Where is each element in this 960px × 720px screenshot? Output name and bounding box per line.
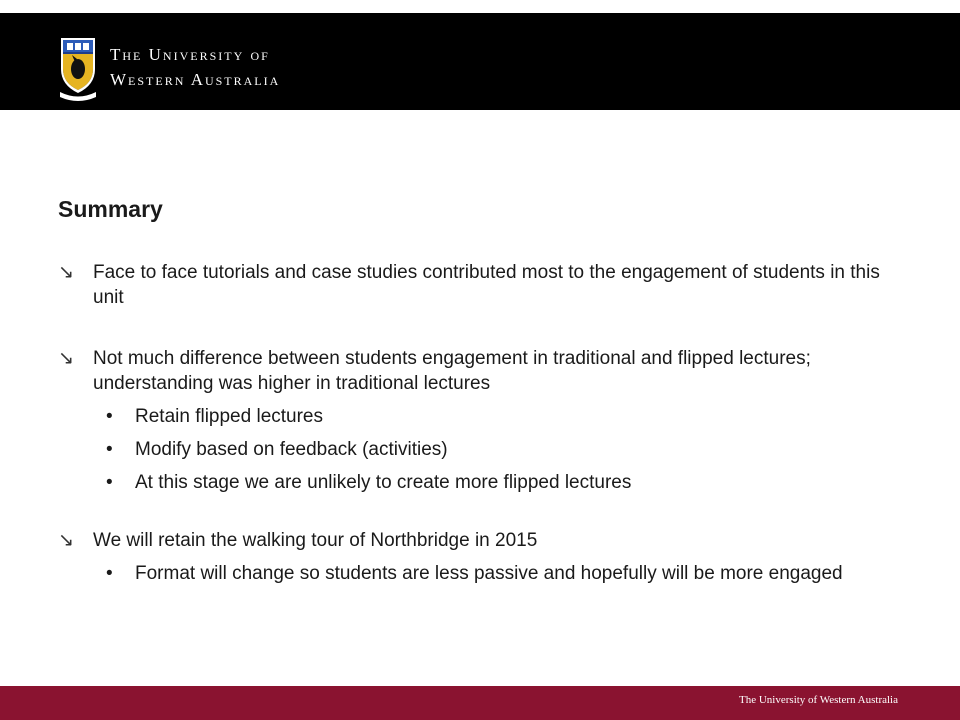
point-text: Not much difference between students engagement in traditional and flipped lectures; understanding was higher in traditional lectures — [93, 348, 811, 394]
subpoint-text: Modify based on feedback (activities) — [135, 439, 448, 460]
slide-content — [58, 260, 903, 586]
point-text: Face to face tutorials and case studies contributed most to the engagement of students in this unit — [93, 262, 880, 308]
point-2 — [58, 346, 903, 396]
logo-line-2: Western Australia — [110, 70, 281, 89]
point-1 — [58, 260, 903, 310]
subpoint-text: Retain flipped lectures — [135, 406, 323, 427]
subpoint-text: At this stage we are unlikely to create more flipped lectures — [135, 472, 632, 493]
footer-bar — [0, 686, 960, 720]
arrow-bullet-icon: ↘ — [58, 262, 74, 283]
uwa-crest-icon — [58, 35, 98, 103]
bullet-dot-icon: • — [106, 472, 113, 493]
point-3 — [58, 528, 903, 553]
subpoint — [58, 470, 903, 495]
subpoint-text: Format will change so students are less passive and hopefully will be more engaged — [135, 563, 843, 584]
bullet-dot-icon: • — [106, 406, 113, 427]
bullet-dot-icon: • — [106, 563, 113, 584]
subpoint — [58, 404, 903, 429]
arrow-bullet-icon: ↘ — [58, 348, 74, 369]
arrow-bullet-icon: ↘ — [58, 530, 74, 551]
logo-line-1: The University of — [110, 45, 270, 64]
footer-text: The University of Western Australia — [739, 694, 898, 706]
header-bar — [0, 13, 960, 110]
slide-title: Summary — [58, 196, 163, 222]
bullet-dot-icon: • — [106, 439, 113, 460]
subpoint — [58, 561, 903, 586]
university-logo-text — [110, 42, 280, 92]
subpoint — [58, 437, 903, 462]
point-text: We will retain the walking tour of Northbridge in 2015 — [93, 530, 538, 551]
